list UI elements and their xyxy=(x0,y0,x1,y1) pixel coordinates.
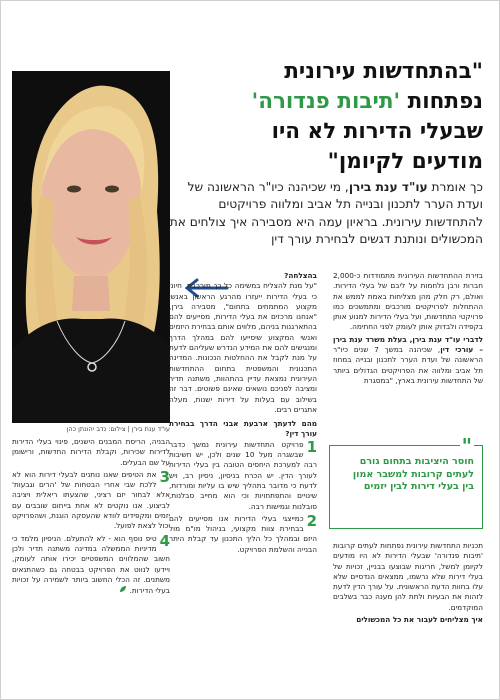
column-right-paragraph-2 xyxy=(333,335,483,386)
column-right-bottom xyxy=(333,541,483,625)
tip-2-text: כמייצגי בעלי הדירות אנו מסייעים להם בבחירת צוות מקצועי, בניהול מו"מ מול היזם ובמהלך כל הליך התכנון עד קבלת היתר הבנייה והשלמת הפרויקט. xyxy=(169,513,317,554)
tip-3-text: את הטיפים שאנו נותנים לבעלי דירות הוא לא ללכת שבי אחרי הבטחות של 'הרים וגבעות' אלא לבחור יזם רציני, שהצעתו ריאלית ויציבה לביצוע. אנו נוקטים לא אחת בייחום שובבים עם יזמים ומקפידים לוודא שהעסקה הוגנת, ושהפרויקט יכול לצאת לפועל. xyxy=(12,469,170,531)
tip-4 xyxy=(12,531,170,597)
lead-text-before: כך אומרת xyxy=(427,180,483,194)
tip-4-text: טיפ נוסף הוא - לא להתעלם. הניסיון מלמד כי מדיניות הממשלה במדינה משתנה תדיר ולכן חשוב שהמלווים המשפטיים יכירו אותה לעומק, ויידעו לנווט את הפרויקט בבטחה גם כשהתנאים משתנים. זה הכלי החשוב ביותר לשמירה על זכויות בעלי הדירות. xyxy=(12,533,170,596)
column-right-paragraph-1: בזירת ההתחדשות העירונית מתמודדות כ-2,000 חברות ורבן נלחמות על ליבם של בעלי הדירות. ואולם, רק חלק מהן מצליחות באמת לממש את ההתחלות לפרויקטים מורכבים ומתמשכים כמו פרויקטי התחדשות, ועל בעלי הדירות למנוע אותן בקפידה ולבדוק אותן לעומק לפני החתימה. xyxy=(333,271,483,332)
column-middle xyxy=(169,271,317,555)
headline-line-4: מודעים לקיומן" xyxy=(327,149,483,174)
leaf-icon xyxy=(119,585,127,593)
headline-line-1: "בהתחדשות עירונית xyxy=(284,59,483,84)
quote-mark-icon: " xyxy=(461,434,472,458)
column-right-bottom-paragraph-1: תכניות התחדשות עירונית נפתחות לעתים קרובות 'תיבות פנדורה' שבעלי הדירות לא היו מודעים לקיומן למשל, חריגות שבוצעו בבניין, זכויות של בעלי דירות שלא נרשמו, ממצאים הנדסיים שלא עלו בחוות הדעת הראשונית. על עורך הדין לדעת לזהות את הבעיות ולתת להן מענה כבר בשלבים המוקדמים. xyxy=(333,541,483,612)
headline xyxy=(167,57,483,177)
photo-caption: עו"ד ענת בירן | צילום: נדב יהונתן כהן xyxy=(66,425,170,433)
column-left xyxy=(12,437,170,596)
tip-number-1: 1 xyxy=(306,437,317,456)
pull-quote-text: חוסר היציבות בתחום גורם לעתים קרובות למשבר אמון בין בעלי דירות לבין יזמים xyxy=(352,456,474,492)
column-middle-paragraph-1: "על מנת להצליח במשימה כל כך מורכבת, חיוני כי בעלי הדירות ייעזרו מהרגע הראשון באנשי מקצוע המתמחים בתחום", מסבירה בירן, "אנחנו מרכזים את בעלי הדירות, מסייעים להם בהתארגנות בניהם, מלווים אותם בבחירת היזמים ואנשי המקצוע שיסייעו להם במהלך הדרך ומנגישים להם את המידע הנדרש שעליהם לדעת על מנת לקבל את ההחלטות הנכונות. המדינה התכנונית והמשפטית בתחום ההתחדשות העירונית נמצאת עדיין בהתהוות, משתנה תדיר ומציבה לפניכם נושאים שאינם פשוטים. דבר זה בשילוב עם בעלות על דירות ישנות, מעלה אתגרים רבים. xyxy=(169,281,317,414)
lead-paragraph xyxy=(167,179,483,249)
tip-number-2: 2 xyxy=(306,511,317,530)
pull-quote xyxy=(329,434,483,529)
column-right-bottom-paragraph-2 xyxy=(333,615,483,625)
column-middle-question-1: בהצלחה? xyxy=(284,271,317,280)
column-right-paragraph-2-bold: לדברי עו"ד ענת בירן, בעלת משרד ענת בירן – עורכי דין xyxy=(333,334,483,355)
headline-line-2-prefix: נפתחות xyxy=(400,89,483,114)
column-right xyxy=(333,271,483,386)
tip-2 xyxy=(169,511,317,555)
column-right-bottom-subheading: איך מצליחים לעבור את כל המכשולים xyxy=(356,615,483,625)
headline-line-3: שבעלי הדירות לא היו xyxy=(271,119,483,144)
headline-line-2 xyxy=(167,87,483,117)
tip-3 xyxy=(12,467,170,532)
tip-1 xyxy=(169,437,317,512)
lead-name: עו"ד ענת בירן xyxy=(348,180,428,194)
portrait-photo xyxy=(12,71,170,423)
headline-accent: 'תיבות פנדורה' xyxy=(251,89,401,114)
column-left-paragraph-1: הבניה, הריסת המבנים הישנים, פינוי בעלי הדירות לדירות שכירות, וקבלת הדירות החדשות, ורישומן על שם הבעלים. xyxy=(12,437,170,467)
column-middle-question-2: מהם לדעתך ארבעת אבני הדרך בבחירת עורך דין? xyxy=(169,419,317,439)
lead-text-after: , מי שכיהנה כיו"ר הראשונה של ועדת הערר לתכנון ובנייה תל אביב ומלווה פרויקטים להתחדשות עירונית. בראיון עמה היא מסבירה איך צולחים את המכשולים ונותנת דגשים לבחירת עורך דין xyxy=(169,180,483,247)
tip-1-text: פרויקט התחדשות עירונית נמשך כדבר שבשגרה מעל 10 שנים ולכן, יש חשיבות רבה למערכת היחסים הטובה בין בעלי הדירות לעורך הדין. יש הכרח בניסיון, ניסיון רב, ויש לדעת כי מדובר בתהליך שיש בו עליות ומורדות, שינויים והתפתחויות וכי הוא מחייב סבלנות, סובלנות וגמישות רבה. xyxy=(169,439,317,511)
tip-number-3: 3 xyxy=(159,467,170,486)
portrait-illustration xyxy=(12,71,170,423)
tip-number-4: 4 xyxy=(159,531,170,550)
column-right-paragraph-2-rest: , שכיהנה במשך 7 שנים כיו"ר הראשונה של ועדת הערר לתכנון ובנייה במחוז תל אביב ומלווה את הפרויקטים הגדולים ביותר של התחדשות עירונית בארץ, "במסגרת xyxy=(333,345,483,385)
